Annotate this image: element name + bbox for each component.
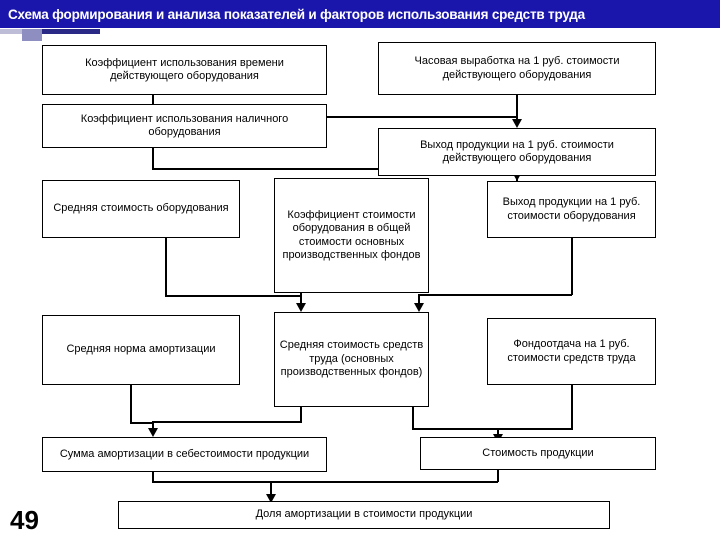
node-label: Доля амортизации в стоимости продукции — [255, 508, 473, 521]
node-average-depreciation-rate[interactable] — [42, 315, 240, 385]
connector-b10-down — [571, 385, 573, 429]
node-available-equipment-coefficient[interactable] — [42, 104, 327, 148]
node-label: Коэффициент использования времени действующего оборудования — [85, 56, 284, 82]
node-label: Коэффициент стоимости оборудования в общей стоимости основных производственных фондов — [282, 208, 421, 261]
node-utilization-time-coefficient[interactable] — [42, 45, 327, 95]
node-hourly-output-per-ruble[interactable] — [378, 42, 656, 95]
node-label: Выход продукции на 1 руб. стоимости оборудования — [502, 196, 641, 222]
node-label: Стоимость продукции — [482, 446, 594, 459]
node-label: Часовая выработка на 1 руб. стоимости действующего оборудования — [414, 55, 620, 81]
connector-b7-left — [418, 294, 572, 296]
arrow-into-b11 — [148, 428, 158, 437]
connector-b12-feed — [497, 428, 573, 430]
node-label: Выход продукции на 1 руб. стоимости действующего оборудования — [420, 138, 614, 164]
connector-b11-right — [152, 481, 270, 483]
title-decoration-bar — [42, 29, 100, 34]
node-average-equipment-cost[interactable] — [42, 180, 240, 238]
page-number: 49 — [10, 505, 39, 535]
connector-b12-to-b13 — [270, 481, 498, 483]
node-label: Коэффициент использования наличного оборудования — [80, 112, 289, 138]
node-label: Средняя норма амортизации — [66, 343, 216, 356]
title-decoration-left — [0, 29, 22, 34]
title-decoration-square — [22, 29, 42, 41]
node-output-per-ruble-equipment[interactable] — [487, 181, 656, 238]
arrow-into-b9-right — [414, 303, 424, 312]
connector-b5-right — [165, 295, 301, 297]
node-average-labor-means-cost[interactable] — [274, 312, 429, 407]
connector-b8-right — [130, 422, 152, 424]
node-capital-productivity[interactable] — [487, 318, 656, 385]
node-output-per-ruble-operating-equipment[interactable] — [378, 128, 656, 176]
connector-b2-down — [516, 95, 518, 121]
arrow-into-b9-left — [296, 303, 306, 312]
node-depreciation-share-in-cost[interactable] — [118, 501, 610, 529]
node-label: Средняя стоимость оборудования — [53, 202, 229, 215]
connector-b5-down — [165, 238, 167, 296]
connector-b6-down — [300, 293, 302, 299]
arrow-into-b4 — [512, 119, 522, 128]
node-equipment-cost-share-coefficient[interactable] — [274, 178, 429, 293]
node-depreciation-amount-in-cost[interactable] — [42, 437, 327, 472]
page-title: Схема формирования и анализа показателей и факторов использования средств труда — [8, 6, 585, 22]
connector-b9-left-down — [300, 407, 302, 422]
node-label: Средняя стоимость средств труда (основных производственных фондов) — [279, 339, 424, 379]
connector-b9-right-down — [412, 407, 414, 429]
slide-title-bar — [0, 0, 720, 28]
connector-b7-down — [571, 238, 573, 295]
connector-b3-down — [152, 148, 154, 170]
connector-b8-down — [130, 385, 132, 423]
connector-b9-left — [152, 421, 302, 423]
node-label: Фондоотдача на 1 руб. стоимости средств труда — [507, 338, 636, 364]
node-product-cost[interactable] — [420, 437, 656, 470]
node-label: Сумма амортизации в себестоимости продукции — [59, 447, 310, 460]
